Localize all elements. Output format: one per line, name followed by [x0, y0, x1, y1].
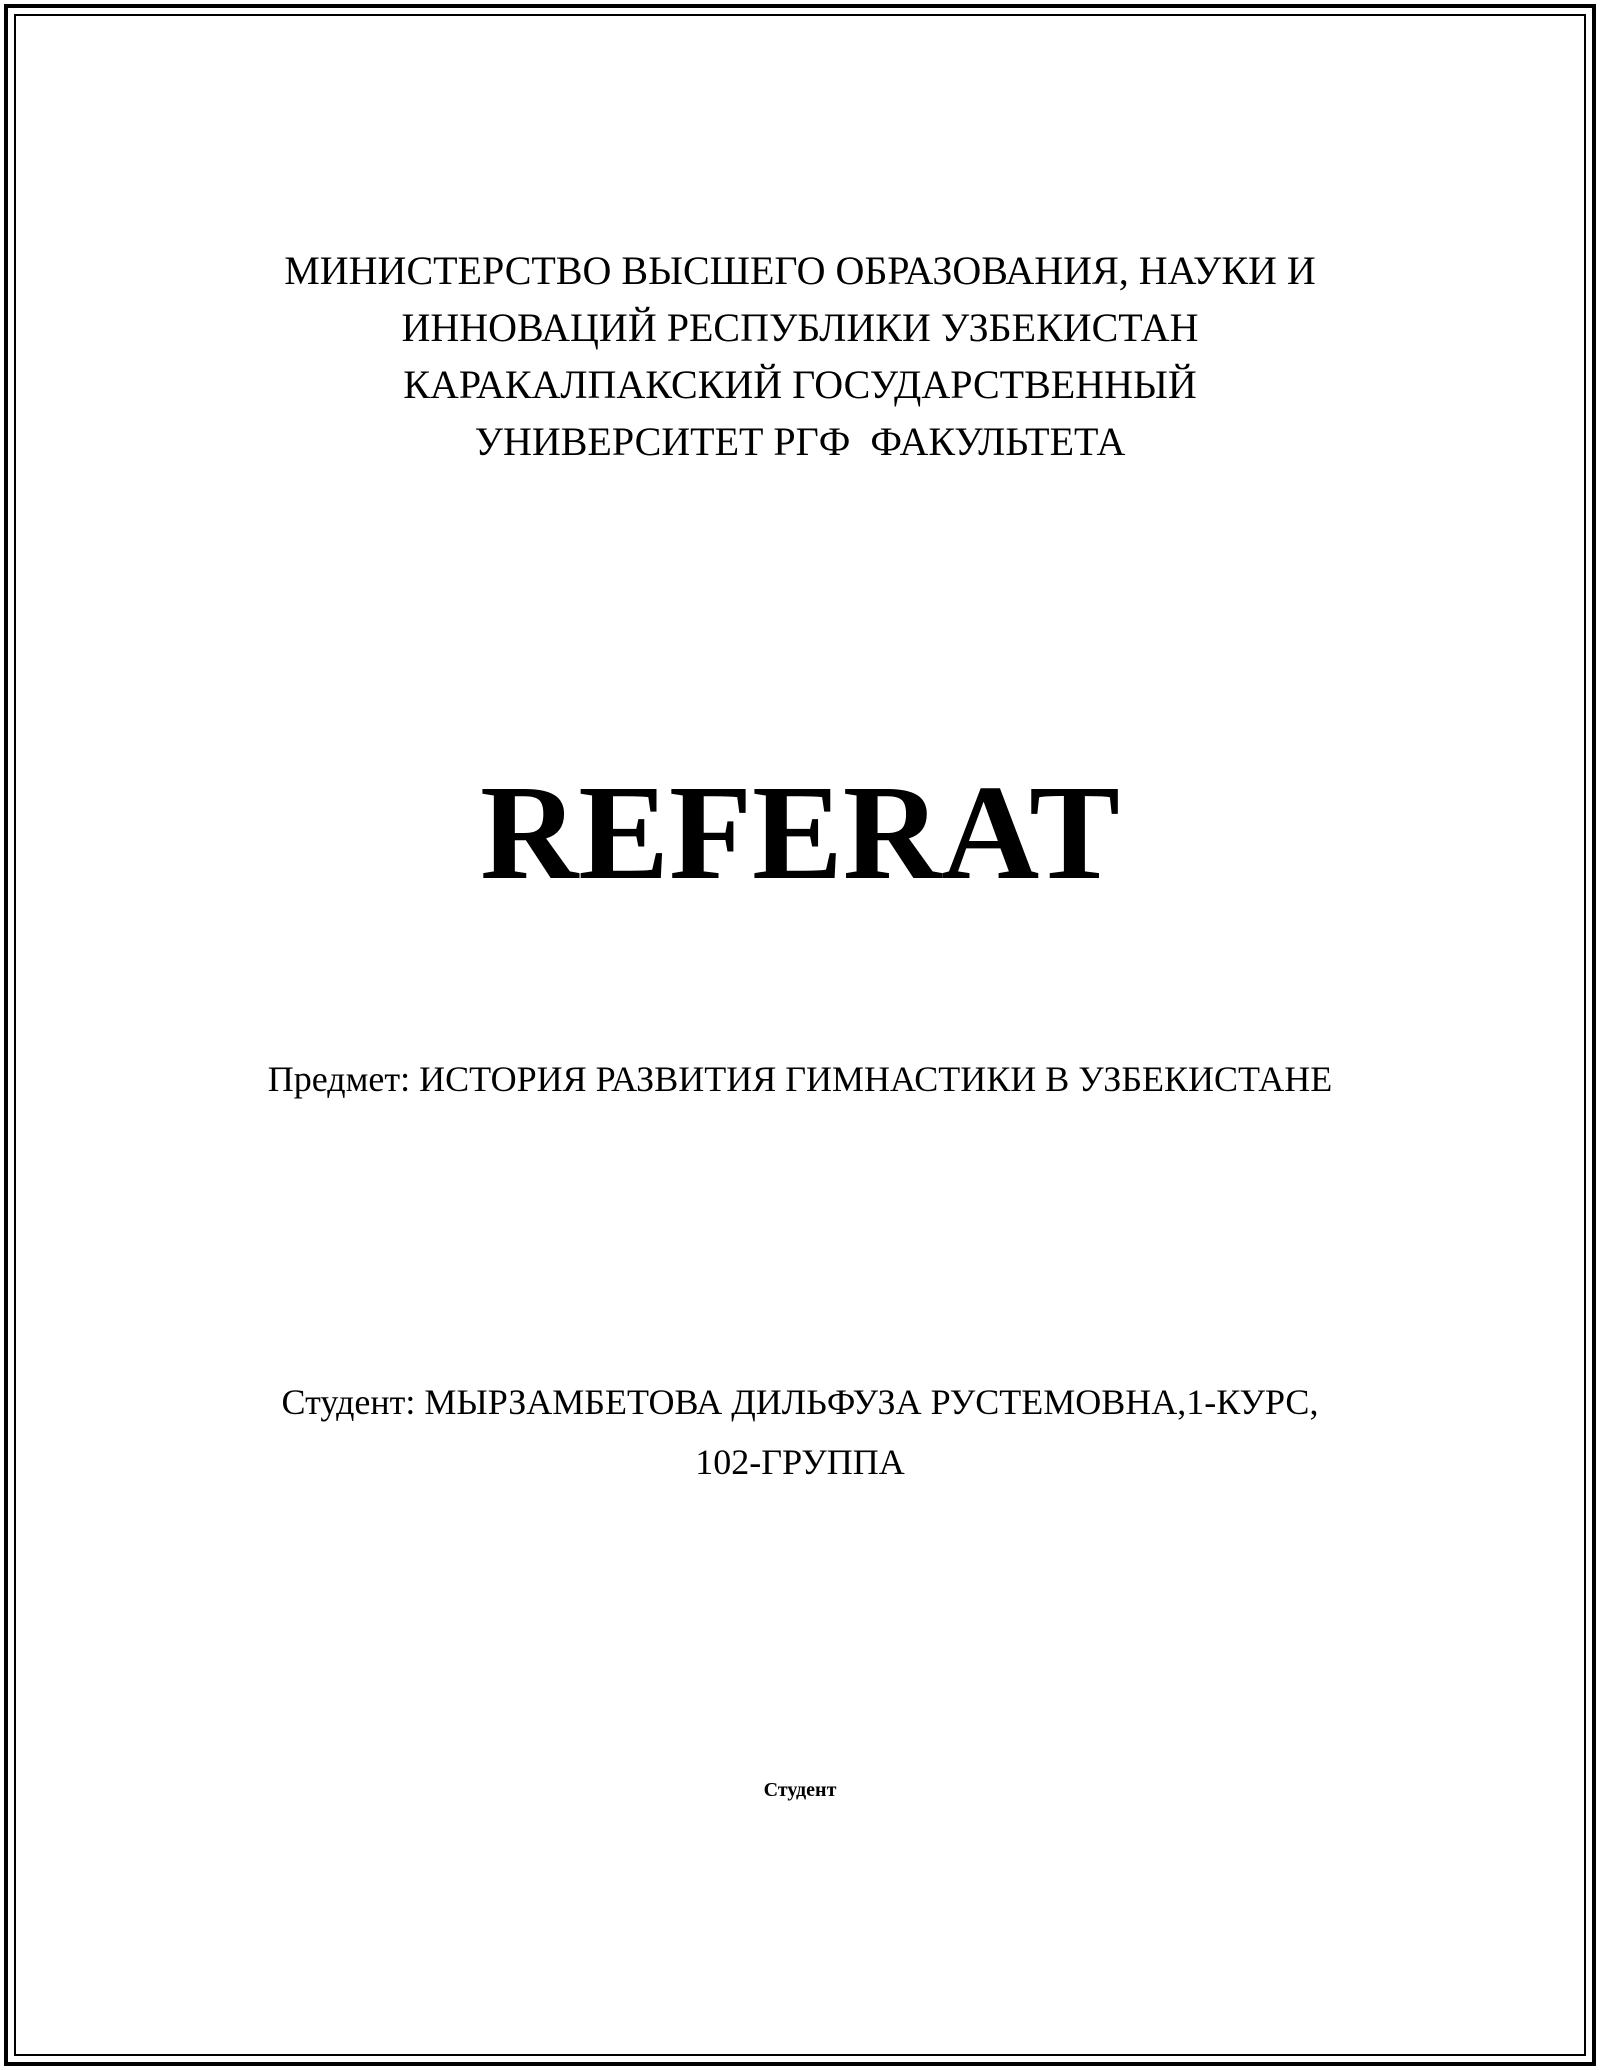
student-line-1: Студент: МЫРЗАМБЕТОВА ДИЛЬФУЗА РУСТЕМОВНА,1-КУРС, — [281, 1382, 1319, 1422]
footer-label: Студент — [763, 1779, 837, 1801]
header-line-2: ИННОВАЦИЙ РЕСПУБЛИКИ УЗБЕКИСТАН — [401, 305, 1199, 350]
student-line-2: 102-ГРУППА — [695, 1442, 905, 1482]
institution-header — [0, 242, 1600, 470]
student-info — [0, 1372, 1600, 1492]
document-title: REFERAT — [480, 758, 1120, 908]
header-line-3: КАРАКАЛПАКСКИЙ ГОСУДАРСТВЕННЫЙ — [403, 362, 1197, 407]
subject-line: Предмет: ИСТОРИЯ РАЗВИТИЯ ГИМНАСТИКИ В УЗБЕКИСТАНЕ — [267, 1059, 1333, 1099]
header-line-1: МИНИСТЕРСТВО ВЫСШЕГО ОБРАЗОВАНИЯ, НАУКИ И — [284, 248, 1316, 293]
header-line-4: УНИВЕРСИТЕТ РГФ ФАКУЛЬТЕТА — [474, 419, 1126, 464]
